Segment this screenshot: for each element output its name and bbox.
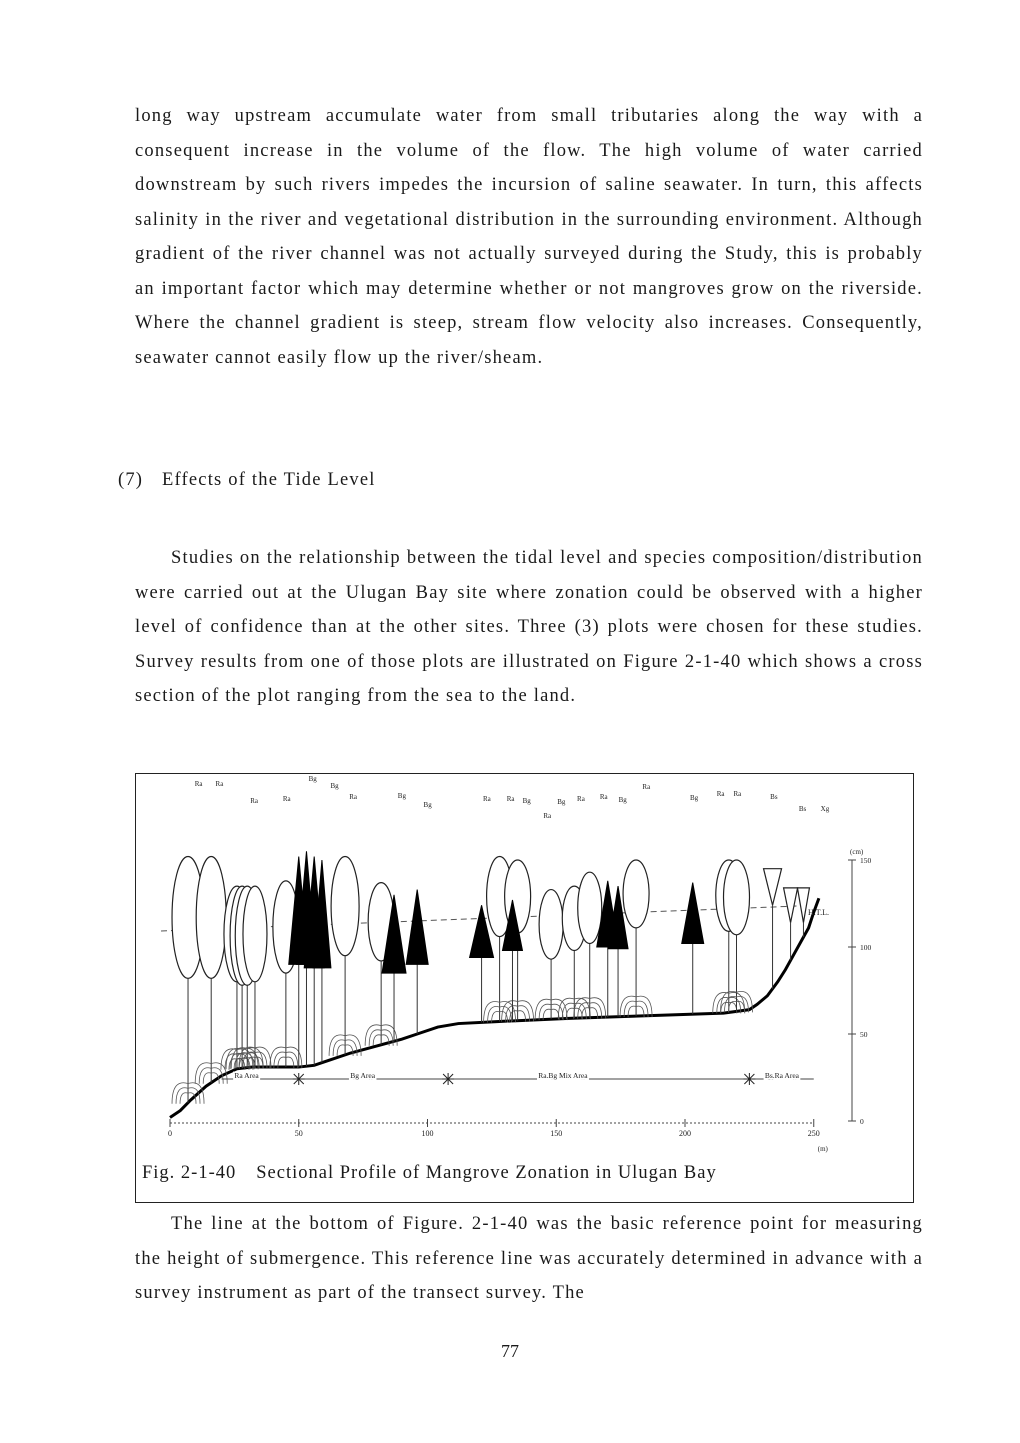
paragraph-reference-line: The line at the bottom of Figure. 2-1-40 was the basic reference point for measuring the height of submergence. This reference line was accurately determined in advance with a survey instrument as part of the transect survey. The: [135, 1214, 923, 1303]
species-label: Ra: [577, 795, 585, 803]
species-label: Ra: [482, 795, 491, 803]
species-label: Ra: [506, 795, 515, 803]
x-axis-tick-label: 50: [294, 1129, 303, 1138]
tree-crown-ellipse: [623, 860, 649, 928]
y-axis-tick-label: 150: [860, 856, 872, 865]
species-label: Bs: [798, 805, 807, 813]
x-axis-tick-label: 0: [168, 1129, 172, 1138]
x-axis-tick-label: 200: [679, 1129, 691, 1138]
figure-number: Fig. 2-1-40: [142, 1163, 237, 1183]
species-label: Ra: [194, 780, 203, 788]
species-label: Ra: [215, 780, 224, 788]
species-label: Ra: [543, 812, 552, 820]
tree-crown-inverted-triangle: [784, 888, 798, 923]
x-axis-unit-label: (m): [817, 1145, 828, 1153]
section-number: (7): [118, 470, 144, 490]
figure-caption-text: Sectional Profile of Mangrove Zonation in Ulugan Bay: [256, 1163, 717, 1183]
species-label: Ra: [250, 797, 259, 805]
tree-crown-ellipse: [331, 857, 359, 956]
tree-crown-ellipse: [539, 890, 563, 960]
species-label: Ra: [642, 783, 651, 791]
species-label: Bg: [308, 775, 317, 783]
mangrove-profile-diagram: [136, 774, 915, 1204]
tree-crown-triangle: [406, 890, 428, 965]
tree-crown-ellipse: [578, 872, 602, 943]
species-label: Ra: [716, 790, 725, 798]
section-title: Effects of the Tide Level: [162, 470, 376, 490]
page-number: 77: [501, 1341, 519, 1361]
species-label: Bg: [522, 797, 531, 805]
species-label: Bg: [618, 796, 627, 804]
x-axis-tick-label: 100: [421, 1129, 434, 1138]
tree-crown-triangle: [682, 883, 704, 944]
tree-crown-ellipse: [196, 857, 226, 979]
zone-label: Bs.Ra Area: [764, 1071, 799, 1080]
x-axis-tick-label: 150: [550, 1129, 563, 1138]
paragraph-studies: Studies on the relationship between the tidal level and species composition/distribution were carried out at the Ulugan Bay site where zonation could be observed with a higher level of confidence than at the other sites. Three (3) plots were chosen for these studies. Survey results from one of those plots are illustrated on Figure 2-1-40 which shows a cross section of the plot ranging from the sea to the land.: [135, 548, 923, 706]
species-label: Xg: [820, 805, 830, 813]
paragraph-intro: long way upstream accumulate water from small tributaries along the way with a consequent increase in the volume of the flow. The high volume of water carried downstream by such rivers impedes the incursion of saline seawater. In turn, this affects salinity in the river and vegetational distribution in the surrounding environment. Although gradient of the river channel was not actually surveyed during the Study, this is probably an important factor which may determine whether or not mangroves grow on the riverside. Where the channel gradient is steep, stream flow velocity also increases. Consequently, seawater cannot easily flow up the river/sheam.: [135, 106, 923, 368]
zone-label: Ra.Bg Mix Area: [538, 1071, 588, 1080]
tree-crown-ellipse: [724, 860, 750, 935]
y-axis-tick-label: 0: [860, 1117, 864, 1126]
tree-crown-inverted-triangle: [764, 869, 782, 906]
zone-label: Ra Area: [234, 1071, 259, 1080]
htl-label: H.T.L.: [808, 908, 829, 917]
x-axis-tick-label: 250: [807, 1129, 820, 1138]
species-label: Bg: [689, 794, 699, 802]
species-label: Ra: [282, 795, 291, 803]
species-label: Bg: [557, 798, 566, 806]
section-heading: [118, 470, 376, 491]
species-label: Ra: [733, 790, 742, 798]
species-label: Bs: [770, 793, 778, 801]
species-label: Bg: [423, 801, 432, 809]
zone-label: Bg Area: [350, 1071, 376, 1080]
y-axis-unit-label: (cm): [850, 848, 864, 856]
species-label: Bg: [330, 782, 339, 790]
figure-caption: [142, 1163, 717, 1184]
species-label: Bg: [397, 792, 406, 800]
y-axis-tick-label: 100: [860, 943, 872, 952]
tree-crown-inverted-triangle: [797, 888, 809, 923]
species-label: Ra: [599, 793, 608, 801]
species-label: Ra: [349, 793, 358, 801]
y-axis-tick-label: 50: [860, 1030, 868, 1039]
figure-box: [135, 773, 914, 1203]
tree-crown-ellipse: [243, 886, 267, 982]
